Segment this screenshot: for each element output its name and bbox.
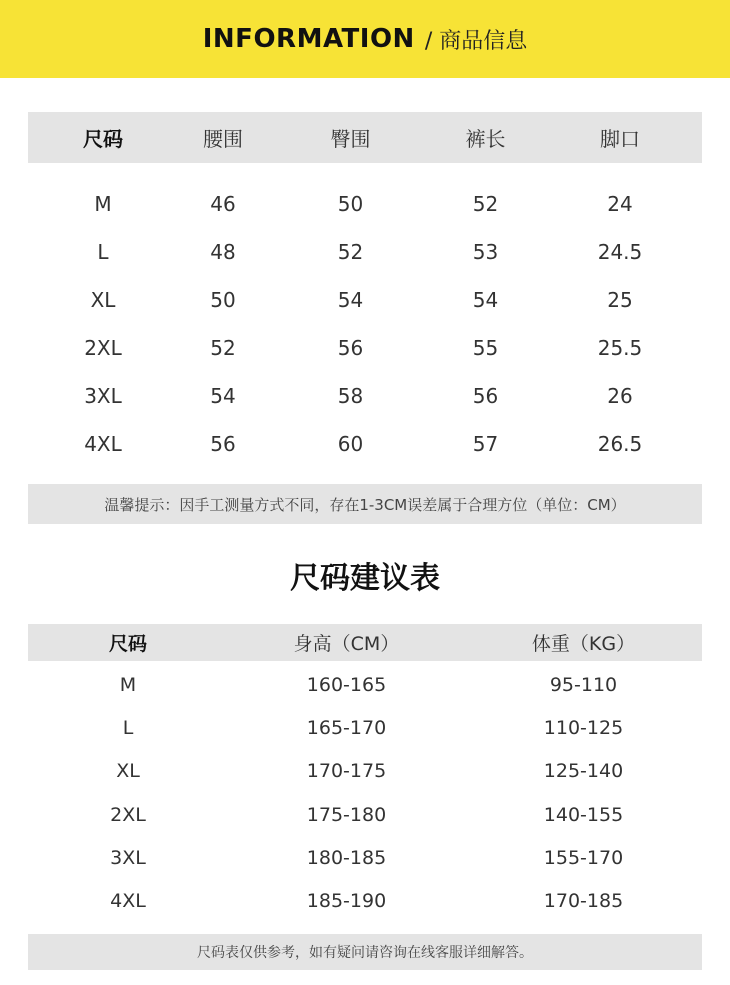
size-table-header [28, 112, 702, 163]
header-cell: 尺码 [83, 127, 123, 151]
table-cell: 52 [337, 240, 364, 264]
table-cell: 125-140 [543, 760, 624, 783]
table-cell: 56 [210, 432, 236, 456]
table-cell: 3XL [84, 384, 122, 408]
table-cell: 60 [337, 432, 364, 456]
table-cell: 48 [210, 240, 236, 264]
table-cell: 46 [210, 192, 236, 216]
table-cell: 4XL [84, 432, 122, 456]
table-row [28, 324, 702, 372]
table-cell: 185-190 [306, 890, 387, 913]
header-cell: 腰围 [203, 127, 243, 151]
table-row [28, 750, 702, 793]
size-table [28, 112, 702, 468]
table-cell: 54 [210, 384, 236, 408]
table-cell: 56 [472, 384, 499, 408]
table-row [28, 706, 702, 749]
size-table-body [28, 180, 702, 468]
table-cell: 50 [210, 288, 236, 312]
table-cell: 54 [472, 288, 499, 312]
table-cell: 95-110 [549, 673, 618, 696]
table-cell: 56 [337, 336, 364, 360]
table-cell: XL [116, 760, 140, 783]
table-cell: 170-185 [543, 890, 624, 913]
table-cell: 25 [607, 288, 633, 312]
table-cell: M [119, 673, 137, 696]
table-cell: 52 [472, 192, 499, 216]
header-cell: 尺码 [108, 633, 147, 655]
table-cell: 55 [472, 336, 499, 360]
table-cell: 170-175 [306, 760, 387, 783]
measurement-note: 温馨提示：因手工测量方式不同，存在1-3CM误差属于合理方位（单位：CM） [28, 484, 702, 524]
table-cell: M [94, 192, 112, 216]
header-cell: 裤长 [465, 127, 506, 151]
header-cell: 体重（KG） [531, 633, 636, 655]
table-cell: 140-155 [543, 803, 624, 826]
table-row [28, 879, 702, 922]
table-cell: 165-170 [306, 716, 387, 739]
banner-subtitle: / 商品信息 [424, 28, 528, 54]
banner-title: INFORMATION [202, 24, 415, 54]
section-title: 尺码建议表 [290, 561, 440, 596]
header-cell: 脚口 [600, 127, 640, 151]
table-cell: 52 [210, 336, 236, 360]
recommend-table-body [28, 663, 702, 923]
table-row [28, 372, 702, 420]
table-cell: 180-185 [306, 846, 387, 869]
recommend-table [28, 624, 702, 923]
table-cell: 58 [337, 384, 364, 408]
table-row [28, 180, 702, 228]
header-cell: 身高（CM） [293, 633, 400, 655]
recommend-table-header [28, 624, 702, 661]
table-cell: 160-165 [306, 673, 387, 696]
table-cell: 110-125 [543, 716, 624, 739]
header-cell: 臀围 [330, 127, 371, 151]
table-cell: 50 [337, 192, 364, 216]
table-cell: 2XL [110, 803, 146, 826]
table-cell: L [97, 240, 109, 264]
table-cell: 26 [607, 384, 633, 408]
table-row [28, 836, 702, 879]
table-cell: 53 [472, 240, 499, 264]
table-cell: XL [90, 288, 116, 312]
table-cell: 3XL [110, 846, 146, 869]
table-row [28, 420, 702, 468]
table-cell: 24.5 [597, 240, 643, 264]
table-cell: L [122, 716, 134, 739]
table-cell: 25.5 [597, 336, 643, 360]
table-cell: 24 [607, 192, 633, 216]
table-row [28, 663, 702, 706]
table-cell: 54 [337, 288, 364, 312]
reference-note: 尺码表仅供参考，如有疑问请咨询在线客服详细解答。 [28, 934, 702, 970]
table-row [28, 228, 702, 276]
table-cell: 26.5 [597, 432, 643, 456]
table-cell: 2XL [84, 336, 122, 360]
table-row [28, 793, 702, 836]
table-row [28, 276, 702, 324]
table-cell: 175-180 [306, 803, 387, 826]
table-cell: 57 [472, 432, 499, 456]
header-banner [0, 0, 730, 78]
table-cell: 155-170 [543, 846, 624, 869]
table-cell: 4XL [110, 890, 146, 913]
